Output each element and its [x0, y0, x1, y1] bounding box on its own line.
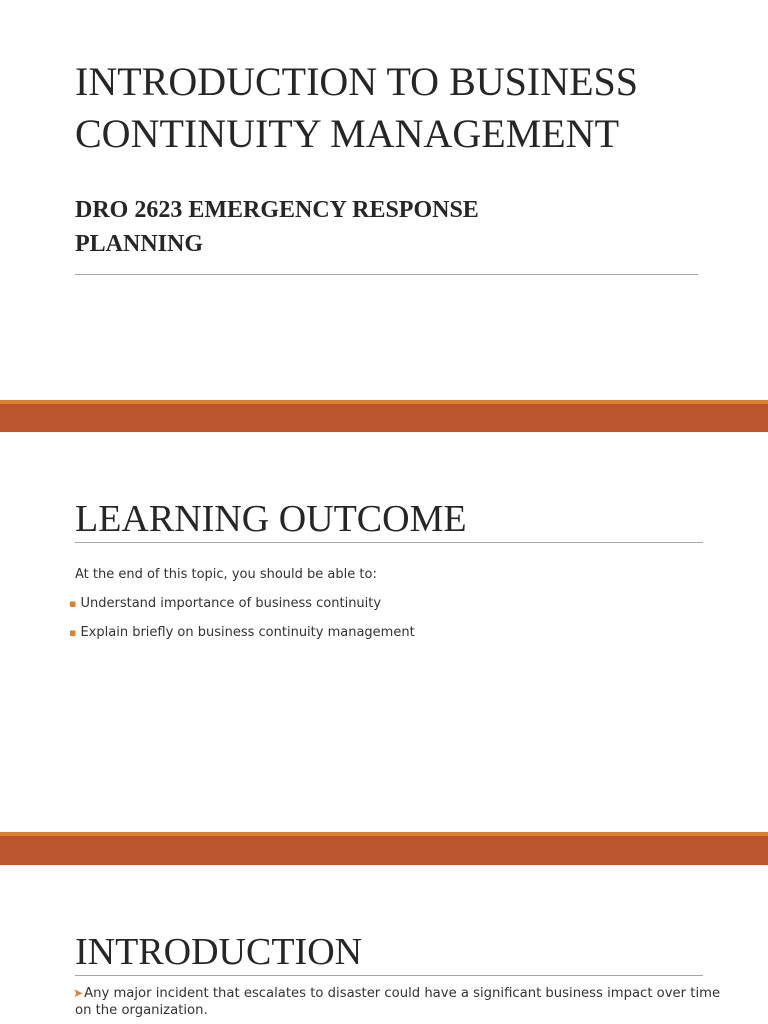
title-line-1: INTRODUCTION TO BUSINESS: [75, 59, 639, 104]
heading-underline: [75, 975, 703, 976]
title-line-2: CONTINUITY MANAGEMENT: [75, 111, 620, 156]
arrow-bullet-icon: ➤: [73, 986, 84, 1000]
subtitle-line-2: PLANNING: [75, 231, 204, 257]
bullet-line-1: [73, 985, 720, 1002]
slide-learning-outcome: [0, 432, 768, 832]
learning-outcome-heading: LEARNING OUTCOME: [75, 498, 467, 540]
bullet-line-2: on the organization.: [75, 1003, 208, 1018]
bullet-text: Explain briefly on business continuity management: [80, 625, 415, 640]
slide-subtitle: [75, 193, 479, 261]
heading-underline: [75, 542, 703, 543]
intro-text: At the end of this topic, you should be able to:: [75, 567, 377, 582]
slide-introduction: [0, 865, 768, 1024]
bullet-item-1: [69, 596, 381, 611]
slide-divider-2: [0, 832, 768, 865]
title-underline: [75, 274, 698, 275]
slide-divider-1: [0, 400, 768, 432]
subtitle-line-1: DRO 2623 EMERGENCY RESPONSE: [75, 197, 479, 223]
bullet-text: Understand importance of business continuity: [80, 596, 382, 611]
bullet-paragraph: [73, 985, 720, 1019]
bullet-item-2: [69, 625, 415, 640]
bullet-icon: ▪: [69, 597, 77, 610]
slide-title: [0, 0, 768, 400]
slide-title-heading: [75, 56, 638, 160]
introduction-heading: INTRODUCTION: [75, 931, 363, 973]
bullet-text: Any major incident that escalates to disaster could have a significant business impact over time: [84, 986, 721, 1001]
bullet-icon: ▪: [69, 626, 77, 639]
